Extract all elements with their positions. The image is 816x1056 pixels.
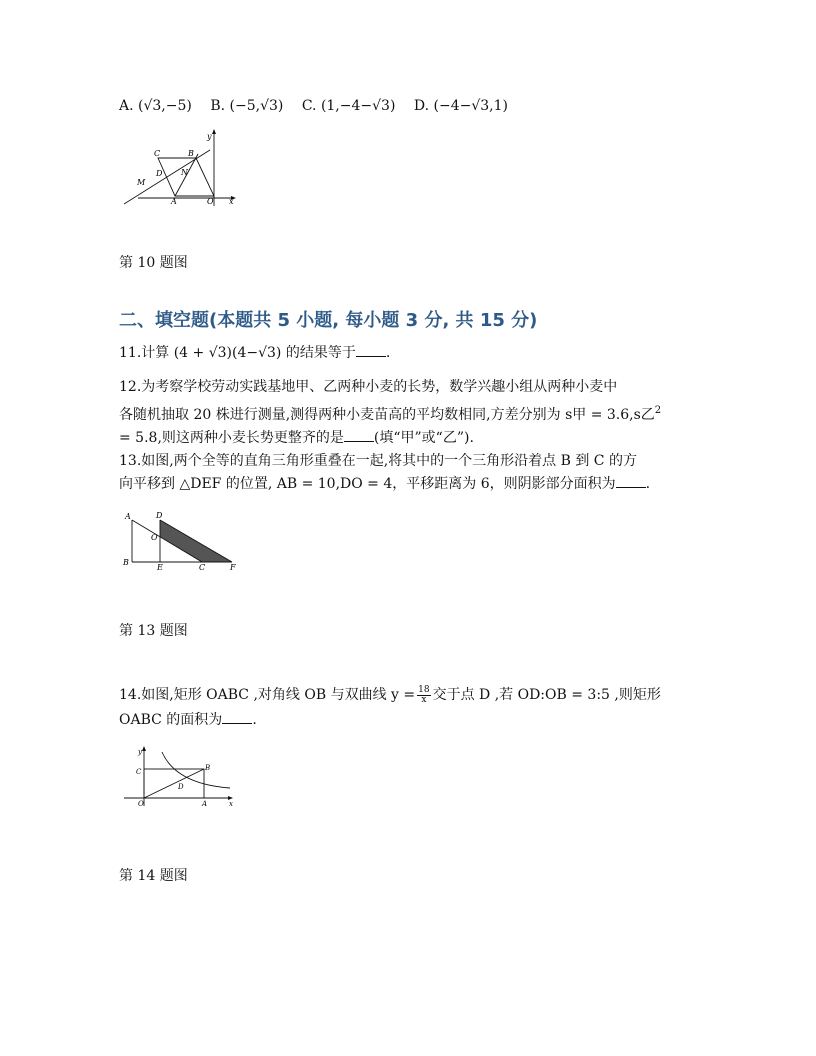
q10-label-d: D [156, 169, 163, 178]
q10-label-a: A [171, 197, 177, 206]
q14-figure [118, 744, 240, 810]
q10-options [119, 95, 522, 117]
q14-label-x: x [229, 800, 233, 808]
q14-label-c: C [136, 768, 142, 776]
q13-label-e: E [157, 563, 163, 570]
q10-label-m: M [137, 178, 146, 187]
q13-label-d: D [156, 511, 163, 520]
fraction: $\frac{18}{x}$ [418, 684, 430, 705]
q10-caption: 第 10 题图 [119, 255, 188, 271]
q13-caption: 第 13 题图 [119, 623, 188, 639]
q10-option-c: C. (1,−4−√3) [301, 98, 396, 114]
q10-label-c: C [154, 149, 161, 158]
q10-figure [118, 128, 243, 208]
q10-label-o: O [207, 197, 214, 206]
answer-blank [222, 711, 252, 724]
q13-label-f: F [230, 563, 236, 570]
q13-label-b: B [123, 558, 129, 567]
q13-label-a: A [125, 512, 131, 521]
answer-blank [616, 475, 646, 488]
q10-label-b: B [188, 149, 194, 158]
q10-option-b: B. (−5,√3) [210, 98, 284, 114]
q10-option-a: A. (√3,−5) [119, 98, 192, 114]
q10-label-x: x [229, 197, 234, 206]
answer-blank [344, 429, 374, 442]
q10-label-n: N [181, 168, 188, 177]
q14-caption: 第 14 题图 [119, 868, 188, 884]
q13-label-c: C [199, 563, 206, 570]
q13-figure [120, 508, 240, 570]
question-12: 12.为考察学校劳动实践基地甲、乙两种小麦的长势，数学兴趣小组从两种小麦中 各随机抽取 20 株进行测量,测得两种小麦苗高的平均数相同,方差分别为 s甲 = 3.6,s乙$^2$ = 5.8,则这两种小麦长势更整齐的是 (填“甲”或“乙”). [119, 379, 662, 446]
question-13: 13.如图,两个全等的直角三角形重叠在一起,将其中的一个三角形沿着点 B 到 C 的方 向平移到 △DEF 的位置, AB = 10,DO = 4，平移距离为 6，则阴影部分面积为 . [119, 453, 651, 492]
q14-label-a: A [202, 800, 208, 808]
q14-label-d: D [178, 783, 184, 791]
q14-label-b: B [205, 764, 211, 772]
question-11: 11.计算 (4 + √3)(4−√3) 的结果等于 . [119, 345, 391, 361]
q10-label-y: y [207, 132, 212, 141]
answer-blank [356, 344, 386, 357]
q14-label-y: y [138, 748, 142, 756]
section-heading: 二、填空题(本题共 5 小题, 每小题 3 分, 共 15 分) [119, 310, 538, 331]
question-14: 14.如图,矩形 OABC ,对角线 OB 与双曲线 y = $\frac{18}{x}$ 交于点 D ,若 OD:OB = 3:5 ,则矩形 OABC 的面积为 . [119, 684, 661, 728]
q13-label-o: O [151, 533, 158, 542]
q10-option-d: D. (−4−√3,1) [413, 98, 508, 114]
q14-label-o: O [138, 800, 144, 808]
